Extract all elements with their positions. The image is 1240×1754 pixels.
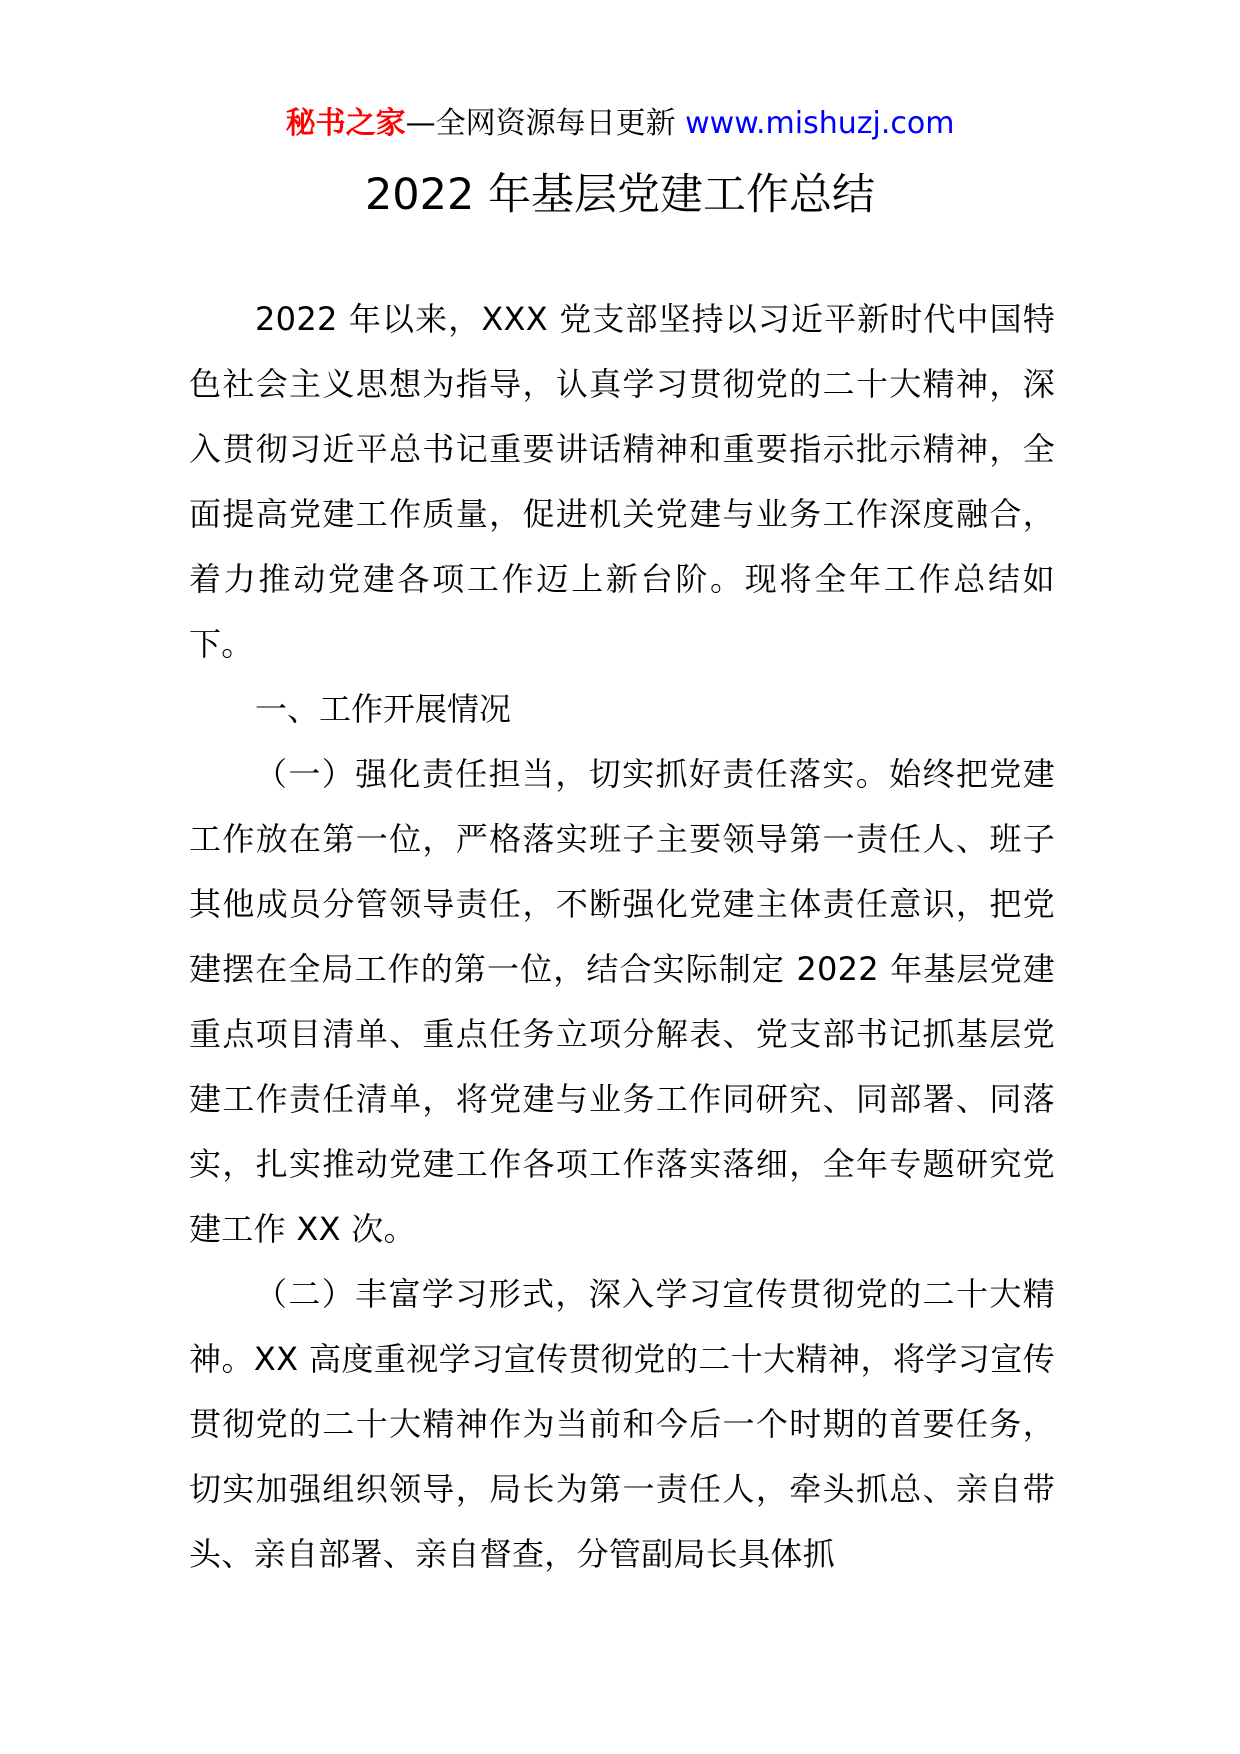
item-paragraph-2: （二）丰富学习形式，深入学习宣传贯彻党的二十大精神。XX 高度重视学习宣传贯彻党的二十大精神，将学习宣传贯彻党的二十大精神作为当前和今后一个时期的首要任务，切实加强组织领导，局长为第一责任人，牵头抓总、亲自带头、亲自部署、亲自督查，分管副局长具体抓 [189, 1275, 1055, 1573]
document-title: 2022 年基层党建工作总结 [364, 170, 876, 220]
intro-paragraph: 2022 年以来，XXX 党支部坚持以习近平新时代中国特色社会主义思想为指导，认真学习贯彻党的二十大精神，深入贯彻习近平总书记重要讲话精神和重要指示批示精神，全面提高党建工作质量，促进机关党建与业务工作深度融合，着力推动党建各项工作迈上新台阶。现将全年工作总结如下。 [189, 300, 1055, 663]
item-paragraph-1: （一）强化责任担当，切实抓好责任落实。始终把党建工作放在第一位，严格落实班子主要领导第一责任人、班子其他成员分管领导责任，不断强化党建主体责任意识，把党建摆在全局工作的第一位，结合实际制定 2022 年基层党建重点项目清单、重点任务立项分解表、党支部书记抓基层党建工作责任清单，将党建与业务工作同研究、同部署、同落实，扎实推动党建工作各项工作落实落细，全年专题研究党建工作 XX 次。 [189, 755, 1055, 1248]
banner-url-link[interactable]: www.mishuzj.com [685, 106, 955, 141]
section-heading: 一、工作开展情况 [255, 690, 512, 728]
banner-slogan: —全网资源每日更新 [405, 106, 686, 141]
document-body [189, 287, 1055, 1587]
site-banner [0, 104, 1240, 144]
banner-brand: 秘书之家 [285, 106, 406, 141]
